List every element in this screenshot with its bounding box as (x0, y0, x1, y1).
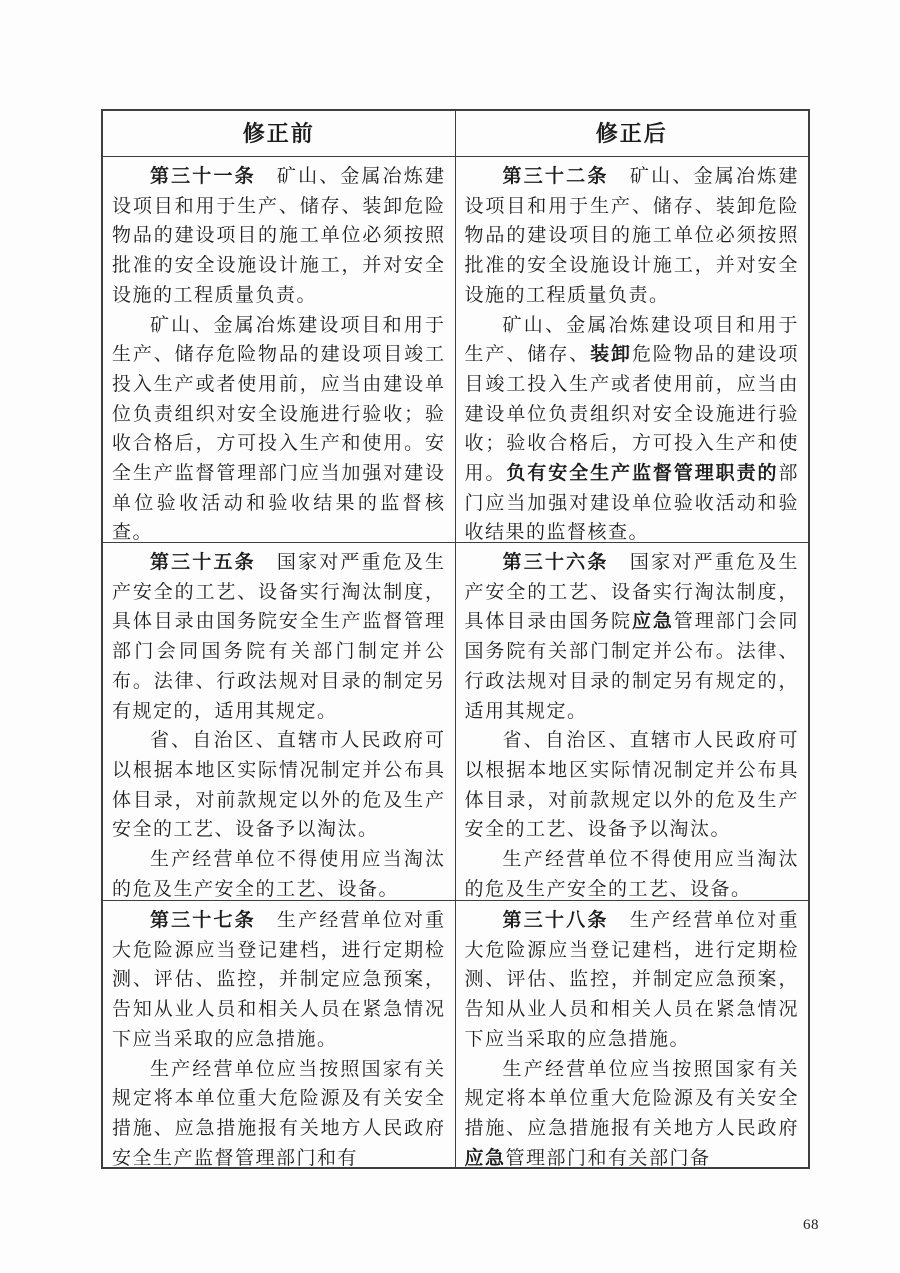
body-text: 生产经营单位不得使用应当淘汰的危及生产安全的工艺、设备。 (112, 849, 446, 900)
table-row-article-35-36 (103, 543, 808, 901)
cell-article-36-after (456, 543, 809, 900)
paragraph (112, 1055, 446, 1167)
amended-bold-text: 第三十六条 (502, 552, 609, 573)
amended-bold-text: 第三十八条 (502, 910, 609, 931)
paragraph (465, 906, 800, 1055)
body-text: 省、自治区、直辖市人民政府可以根据本地区实际情况制定并公布具体目录，对前款规定以外的危及生产安全的工艺、设备予以淘汰。 (112, 730, 446, 841)
body-text: 生产经营单位对重大危险源应当登记建档，进行定期检测、评估、监控，并制定应急预案，告知从业人员和相关人员在紧急情况下应当采取的应急措施。 (112, 910, 446, 1050)
column-header-after: 修正后 (595, 121, 668, 146)
amended-bold-text: 第三十二条 (502, 166, 609, 187)
body-text: 生产经营单位应当按照国家有关规定将本单位重大危险源及有关安全措施、应急措施报有关地方人民政府 (464, 1058, 799, 1139)
amended-bold-text: 第三十一条 (150, 166, 256, 187)
cell-article-32-after (456, 157, 809, 542)
body-text: 矿山、金属冶炼建设项目和用于生产、储存、装卸危险物品的建设项目的施工单位必须按照批准的安全设施设计施工，并对安全设施的工程质量负责。 (464, 166, 799, 306)
amendment-comparison-table (101, 109, 810, 1169)
amended-bold-text: 应急 (631, 611, 674, 633)
amended-bold-text: 装卸 (590, 344, 632, 366)
body-text: 管理部门和有关部门备 (505, 1147, 711, 1167)
cell-article-35-before (103, 543, 456, 900)
amended-bold-text: 第三十七条 (150, 910, 256, 931)
amended-bold-text: 负有安全生产监督管理职责的 (506, 463, 779, 485)
table-row-article-31-32 (103, 157, 808, 543)
table-header-row (103, 111, 808, 157)
table-row-article-37-38 (103, 901, 808, 1167)
paragraph (112, 162, 446, 311)
page-number: 68 (803, 1217, 819, 1233)
body-text: 部门应当加强对建设单位验收活动和验收结果的监督核查。 (464, 463, 799, 542)
body-text: 生产经营单位应当按照国家有关规定将本单位重大危险源及有关安全措施、应急措施报有关地方人民政府安全生产监督管理部门和有 (112, 1058, 446, 1167)
paragraph (465, 845, 800, 900)
paragraph (465, 726, 800, 845)
amended-bold-text: 第三十五条 (150, 552, 256, 573)
body-text: 矿山、金属冶炼建设项目和用于生产、储存、 (464, 314, 799, 366)
paragraph (112, 845, 446, 900)
paragraph (465, 548, 800, 726)
body-text: 矿山、金属冶炼建设项目和用于生产、储存、装卸危险物品的建设项目的施工单位必须按照批准的安全设施设计施工，并对安全设施的工程质量负责。 (112, 166, 446, 306)
body-text: 生产经营单位对重大危险源应当登记建档，进行定期检测、评估、监控，并制定应急预案，告知从业人员和相关人员在紧急情况下应当采取的应急措施。 (464, 910, 799, 1050)
paragraph (112, 311, 446, 542)
cell-article-38-after (456, 901, 809, 1167)
paragraph (112, 548, 446, 726)
column-header-before: 修正前 (103, 111, 456, 156)
body-text: 省、自治区、直辖市人民政府可以根据本地区实际情况制定并公布具体目录，对前款规定以外的危及生产安全的工艺、设备予以淘汰。 (464, 730, 799, 841)
body-text: 危险物品的建设项目竣工投入生产或者使用前，应当由建设单位负责组织对安全设施进行验收；验收合格后，方可投入生产和使用。 (464, 344, 799, 485)
paragraph (465, 311, 800, 542)
paragraph (465, 162, 800, 311)
body-text: 管理部门会同国务院有关部门制定并公布。法律、行政法规对目录的制定另有规定的，适用其规定。 (464, 611, 799, 722)
paragraph (112, 906, 446, 1055)
paragraph (465, 1055, 800, 1167)
cell-article-37-before (103, 901, 456, 1167)
body-text: 国家对严重危及生产安全的工艺、设备实行淘汰制度，具体目录由国务院安全生产监督管理部门会同国务院有关部门制定并公布。法律、行政法规对目录的制定另有规定的，适用其规定。 (112, 552, 446, 722)
cell-article-31-before (103, 157, 456, 542)
body-text: 生产经营单位不得使用应当淘汰的危及生产安全的工艺、设备。 (464, 849, 799, 900)
paragraph (112, 726, 446, 845)
amended-bold-text: 应急 (464, 1147, 506, 1167)
body-text: 矿山、金属冶炼建设项目和用于生产、储存危险物品的建设项目竣工投入生产或者使用前，应当由建设单位负责组织对安全设施进行验收；验收合格后，方可投入生产和使用。安全生产监督管理部门应当加强对建设单位验收活动和验收结果的监督核查。 (112, 314, 446, 542)
body-text: 国家对严重危及生产安全的工艺、设备实行淘汰制度，具体目录由国务院 (464, 552, 799, 633)
